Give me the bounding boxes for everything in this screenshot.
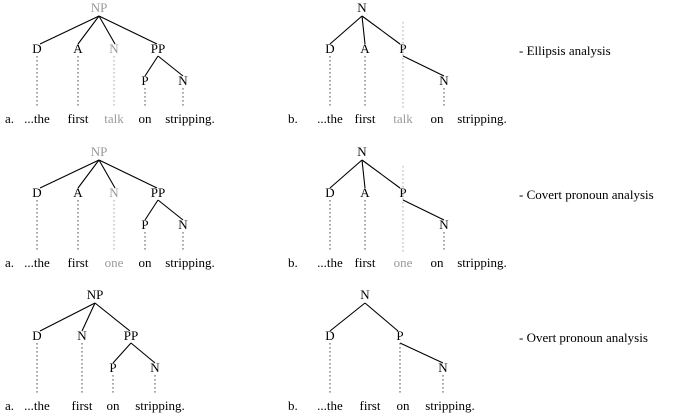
node-label-pp: PP xyxy=(123,328,139,343)
branch xyxy=(99,16,157,44)
branch xyxy=(330,303,365,331)
tree-3a xyxy=(5,287,185,413)
node-label-n: N xyxy=(109,185,119,200)
branch xyxy=(78,160,99,188)
branch xyxy=(365,303,398,331)
branch xyxy=(40,303,95,331)
node-label-d: D xyxy=(32,185,42,200)
item-label: b. xyxy=(288,255,298,270)
node-label-p: P xyxy=(109,360,117,375)
branch xyxy=(362,16,365,44)
word: first xyxy=(67,111,89,126)
node-label-d: D xyxy=(325,328,335,343)
tree-1a xyxy=(5,0,215,126)
tree-3b xyxy=(288,287,475,413)
node-label-a: A xyxy=(360,185,370,200)
word: first xyxy=(71,398,93,413)
node-label-root: NP xyxy=(90,0,108,15)
word: on xyxy=(430,255,444,270)
node-label-root: N xyxy=(357,0,367,15)
word: one xyxy=(104,255,124,270)
branch xyxy=(40,160,99,188)
node-label-d: D xyxy=(325,41,335,56)
node-label-n2: N xyxy=(178,73,188,88)
word: stripping. xyxy=(457,111,507,126)
node-label-a: A xyxy=(73,41,83,56)
node-label-p: P xyxy=(141,217,149,232)
word: stripping. xyxy=(165,255,215,270)
tree-2b xyxy=(288,144,507,270)
word: first xyxy=(354,111,376,126)
word: stripping. xyxy=(457,255,507,270)
word: one xyxy=(393,255,413,270)
node-label-n2: N xyxy=(150,360,160,375)
word: first xyxy=(354,255,376,270)
branch xyxy=(330,16,362,44)
word: talk xyxy=(104,111,124,126)
branch xyxy=(40,16,99,44)
node-label-d: D xyxy=(325,185,335,200)
node-label-root: N xyxy=(360,287,370,302)
word: stripping. xyxy=(425,398,475,413)
word: first xyxy=(67,255,89,270)
node-label-a: A xyxy=(360,41,370,56)
branch xyxy=(403,200,444,220)
node-label-n: N xyxy=(438,360,448,375)
branch xyxy=(400,343,443,363)
node-label-n: N xyxy=(109,41,119,56)
branch xyxy=(330,160,362,188)
node-label-a: A xyxy=(73,185,83,200)
word: ...the xyxy=(317,111,343,126)
tree-1b xyxy=(288,0,507,126)
word: on xyxy=(138,111,152,126)
caption-ellipsis-analysis: - Ellipsis analysis xyxy=(519,43,611,58)
word: first xyxy=(359,398,381,413)
word: on xyxy=(430,111,444,126)
branch xyxy=(362,160,365,188)
node-label-n: N xyxy=(439,217,449,232)
node-label-pp: PP xyxy=(150,185,166,200)
word: ...the xyxy=(24,255,50,270)
word: ...the xyxy=(24,398,50,413)
item-label: a. xyxy=(5,111,15,126)
node-label-n: N xyxy=(439,73,449,88)
branch xyxy=(362,160,400,188)
branch xyxy=(82,303,95,331)
tree-2a xyxy=(5,144,215,270)
branch xyxy=(78,16,99,44)
node-label-p: P xyxy=(399,185,407,200)
item-label: a. xyxy=(5,255,15,270)
word: talk xyxy=(393,111,413,126)
node-label-n: N xyxy=(77,328,87,343)
word: stripping. xyxy=(165,111,215,126)
branch xyxy=(95,303,130,331)
word: ...the xyxy=(317,398,343,413)
node-label-root: NP xyxy=(90,144,108,159)
branch xyxy=(99,160,157,188)
word: stripping. xyxy=(135,398,185,413)
caption-overt-pronoun-analysis: - Overt pronoun analysis xyxy=(519,330,648,345)
node-label-p: P xyxy=(399,41,407,56)
item-label: b. xyxy=(288,111,298,126)
word: ...the xyxy=(24,111,50,126)
item-label: a. xyxy=(5,398,15,413)
word: on xyxy=(106,398,120,413)
node-label-d: D xyxy=(32,328,42,343)
word: on xyxy=(138,255,152,270)
node-label-p: P xyxy=(396,328,404,343)
item-label: b. xyxy=(288,398,298,413)
branch xyxy=(362,16,400,44)
caption-covert-pronoun-analysis: - Covert pronoun analysis xyxy=(519,187,654,202)
node-label-root: N xyxy=(357,144,367,159)
word: on xyxy=(396,398,410,413)
node-label-p: P xyxy=(141,73,149,88)
word: ...the xyxy=(317,255,343,270)
node-label-d: D xyxy=(32,41,42,56)
branch xyxy=(403,56,444,76)
node-label-pp: PP xyxy=(150,41,166,56)
node-label-root: NP xyxy=(86,287,104,302)
node-label-n2: N xyxy=(178,217,188,232)
